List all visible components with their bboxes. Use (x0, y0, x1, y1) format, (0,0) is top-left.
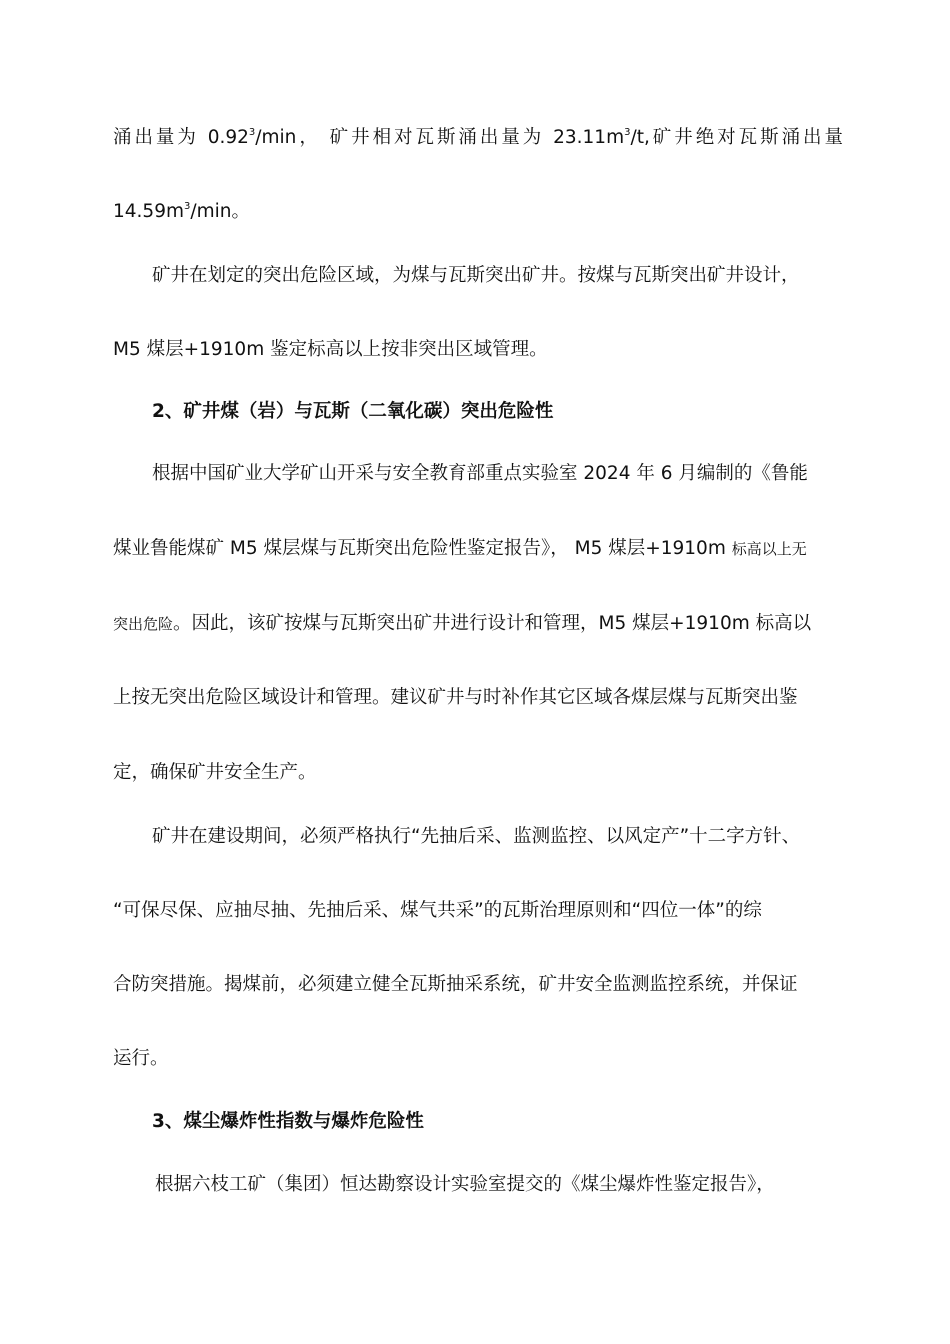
text-line: 定，确保矿井安全生产。 (113, 762, 317, 783)
superscript: 3 (248, 127, 256, 138)
text-span: 标高以上无 (731, 540, 807, 558)
text-span: /min。 (190, 201, 250, 222)
text-span: /t,矿井绝对瓦斯涌出量 (630, 127, 843, 148)
text-line (113, 612, 843, 636)
text-line (113, 200, 843, 224)
text-line: 根据中国矿业大学矿山开采与安全教育部重点实验室 2024 年 6 月编制的《鲁能 (152, 463, 808, 484)
text-line: 矿井在划定的突出危险区域，为煤与瓦斯突出矿井。按煤与瓦斯突出矿井设计， (152, 265, 800, 286)
section-heading: 2、矿井煤（岩）与瓦斯（二氧化碳）突出危险性 (152, 401, 554, 422)
superscript: 3 (624, 127, 631, 138)
text-line: 合防突措施。揭煤前，必须建立健全瓦斯抽采系统，矿井安全监测监控系统，并保证 (113, 974, 798, 995)
text-span: 突出危险 (113, 615, 174, 633)
text-span: 煤业鲁能煤矿 M5 煤层煤与瓦斯突出危险性鉴定报告》， M5 煤层+1910m (113, 538, 732, 559)
text-line: “可保尽保、应抽尽抽、先抽后采、煤气共采”的瓦斯治理原则和“四位一体”的综 (113, 900, 762, 921)
text-span: 。因此，该矿按煤与瓦斯突出矿井进行设计和管理，M5 煤层+1910m 标高以 (173, 613, 812, 634)
text-span: 14.59m (113, 201, 184, 222)
text-line: 运行。 (113, 1048, 169, 1069)
text-line (113, 126, 843, 150)
text-line (113, 537, 843, 561)
text-line: 矿井在建设期间，必须严格执行“先抽后采、监测监控、以风定产”十二字方针、 (152, 826, 801, 847)
text-span: 涌出量为 0.92 (113, 127, 249, 148)
section-heading: 3、煤尘爆炸性指数与爆炸危险性 (152, 1111, 424, 1132)
superscript: 3 (183, 201, 191, 212)
text-line: M5 煤层+1910m 鉴定标高以上按非突出区域管理。 (113, 339, 548, 360)
text-line: 根据六枝工矿（集团）恒达勘察设计实验室提交的《煤尘爆炸性鉴定报告》， (155, 1174, 775, 1195)
text-line: 上按无突出危险区域设计和管理。建议矿井与时补作其它区域各煤层煤与瓦斯突出鉴 (113, 687, 798, 708)
text-span: /min， 矿井相对瓦斯涌出量为 23.11m (255, 127, 625, 148)
